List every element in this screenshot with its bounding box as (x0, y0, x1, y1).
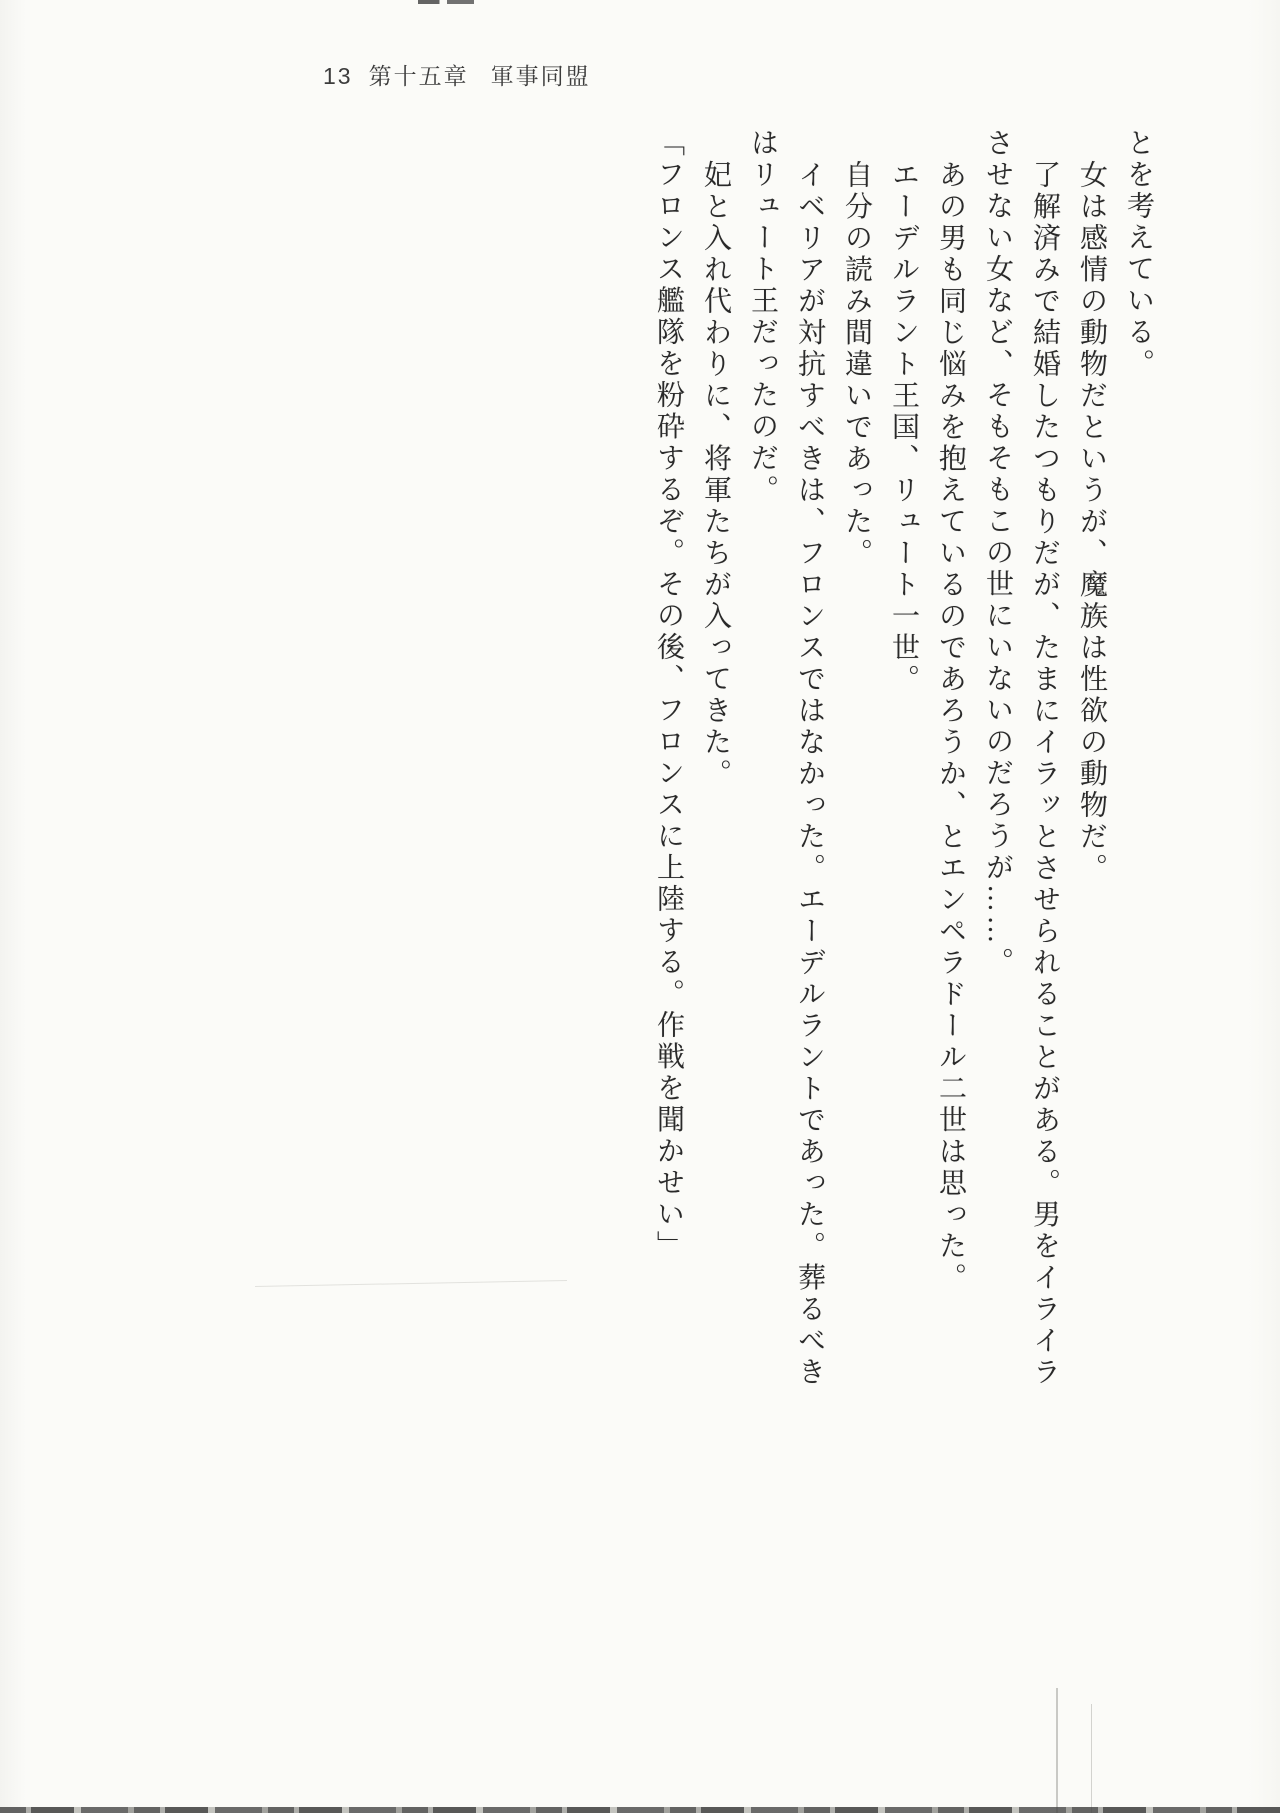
scan-fold-line (255, 1280, 567, 1287)
text-column: 自分の読み間違いであった。 (841, 159, 872, 569)
scan-edge-line (1056, 1688, 1058, 1813)
text-column: あの男も同じ悩みを抱えているのであろうか、とエンペラドール二世は思った。 (935, 159, 966, 1294)
text-column: させない女など、そもそもこの世にいないのだろうが……。 (982, 128, 1013, 979)
text-column: イベリアが対抗すべきは、フロンスではなかった。エーデルラントであった。葬るべき (794, 159, 825, 1388)
chapter-title: 軍事同盟 (490, 63, 591, 89)
scan-edge-line (1091, 1704, 1092, 1813)
scan-bottom-edge (0, 1807, 1280, 1813)
text-column: エーデルラント王国、リュート一世。 (888, 159, 919, 695)
running-head (323, 58, 591, 91)
scan-top-smudge (418, 0, 474, 4)
text-column: とを考えている。 (1123, 128, 1154, 380)
text-column: 女は感情の動物だというが、魔族は性欲の動物だ。 (1076, 159, 1107, 884)
text-column: 妃と入れ代わりに、将軍たちが入ってきた。 (700, 159, 731, 790)
text-column: はリュート王だったのだ。 (747, 128, 778, 506)
page-number: 13 (323, 63, 353, 89)
text-column: 「フロンス艦隊を粉砕するぞ。その後、フロンスに上陸する。作戦を聞かせい」 (653, 128, 684, 1262)
chapter-label: 第十五章 (368, 63, 469, 89)
body-text (642, 128, 1162, 1400)
text-column: 了解済みで結婚したつもりだが、たまにイラッとさせられることがある。男をイライラ (1029, 159, 1060, 1388)
